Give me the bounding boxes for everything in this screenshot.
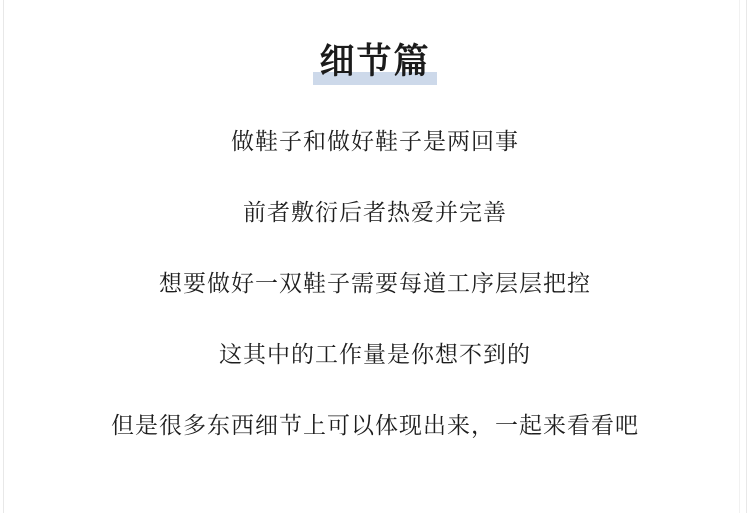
body-line: 想要做好一双鞋子需要每道工序层层把控	[159, 270, 591, 296]
body-text-block	[0, 130, 750, 437]
body-line: 前者敷衍后者热爱并完善	[243, 199, 507, 225]
page-title-container	[0, 44, 750, 85]
body-line: 但是很多东西细节上可以体现出来，一起来看看吧	[111, 412, 639, 438]
page-title	[313, 44, 436, 85]
body-line: 这其中的工作量是你想不到的	[219, 341, 531, 367]
body-line: 做鞋子和做好鞋子是两回事	[231, 128, 519, 154]
page-title-text: 细节篇	[319, 42, 431, 81]
